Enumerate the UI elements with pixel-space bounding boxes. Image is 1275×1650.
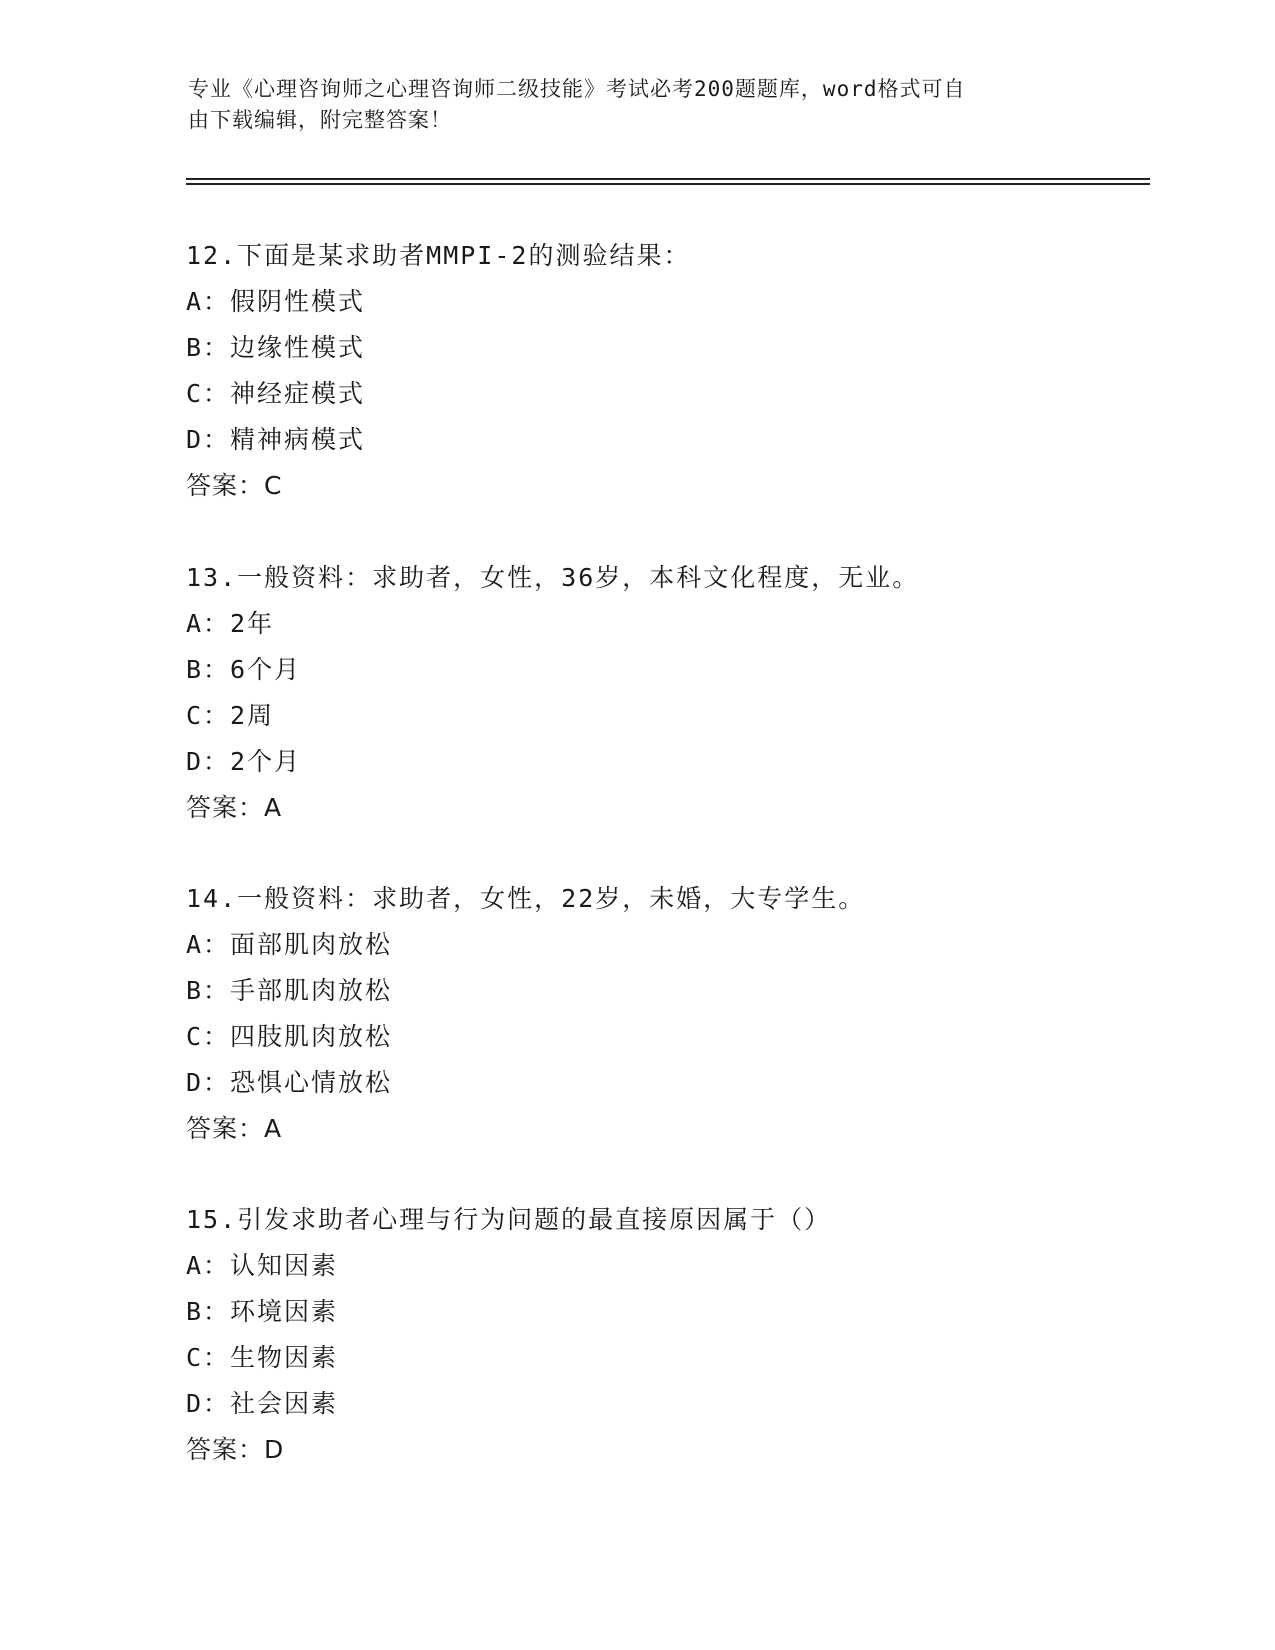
header-divider-bottom: [186, 183, 1150, 185]
option-b: B：手部肌肉放松: [186, 976, 393, 1005]
option-a: A：2年: [186, 609, 275, 638]
option-b: B：环境因素: [186, 1297, 339, 1326]
question-14: [186, 876, 865, 1152]
question-stem: 14.一般资料：求助者，女性，22岁，未婚，大专学生。: [186, 884, 866, 913]
question-stem: 15.引发求助者心理与行为问题的最直接原因属于（）: [186, 1205, 832, 1234]
option-c: C：四肢肌肉放松: [186, 1022, 393, 1051]
option-a: A：面部肌肉放松: [186, 930, 393, 959]
header-line-2: 由下载编辑，附完整答案！: [188, 108, 452, 132]
option-a: A：假阴性模式: [186, 287, 366, 316]
answer-line: 答案：C: [186, 471, 283, 500]
option-d: D：社会因素: [186, 1389, 339, 1418]
answer-line: 答案：D: [186, 1435, 285, 1464]
question-stem: 12.下面是某求助者MMPI-2的测验结果：: [186, 241, 691, 270]
option-d: D：恐惧心情放松: [186, 1068, 393, 1097]
question-15: [186, 1197, 831, 1473]
question-13: [186, 555, 919, 831]
option-c: C：2周: [186, 701, 275, 730]
option-d: D：精神病模式: [186, 425, 366, 454]
option-b: B：6个月: [186, 655, 302, 684]
option-d: D：2个月: [186, 747, 302, 776]
question-12: [186, 233, 690, 509]
option-b: B：边缘性模式: [186, 333, 366, 362]
document-header: [188, 74, 1068, 136]
header-line-1: 专业《心理咨询师之心理咨询师二级技能》考试必考200题题库，word格式可自: [188, 77, 966, 101]
header-divider-top: [186, 178, 1150, 180]
option-c: C：生物因素: [186, 1343, 339, 1372]
answer-line: 答案：A: [186, 793, 283, 822]
option-c: C：神经症模式: [186, 379, 366, 408]
question-stem: 13.一般资料：求助者，女性，36岁，本科文化程度，无业。: [186, 563, 920, 592]
option-a: A：认知因素: [186, 1251, 339, 1280]
answer-line: 答案：A: [186, 1114, 283, 1143]
